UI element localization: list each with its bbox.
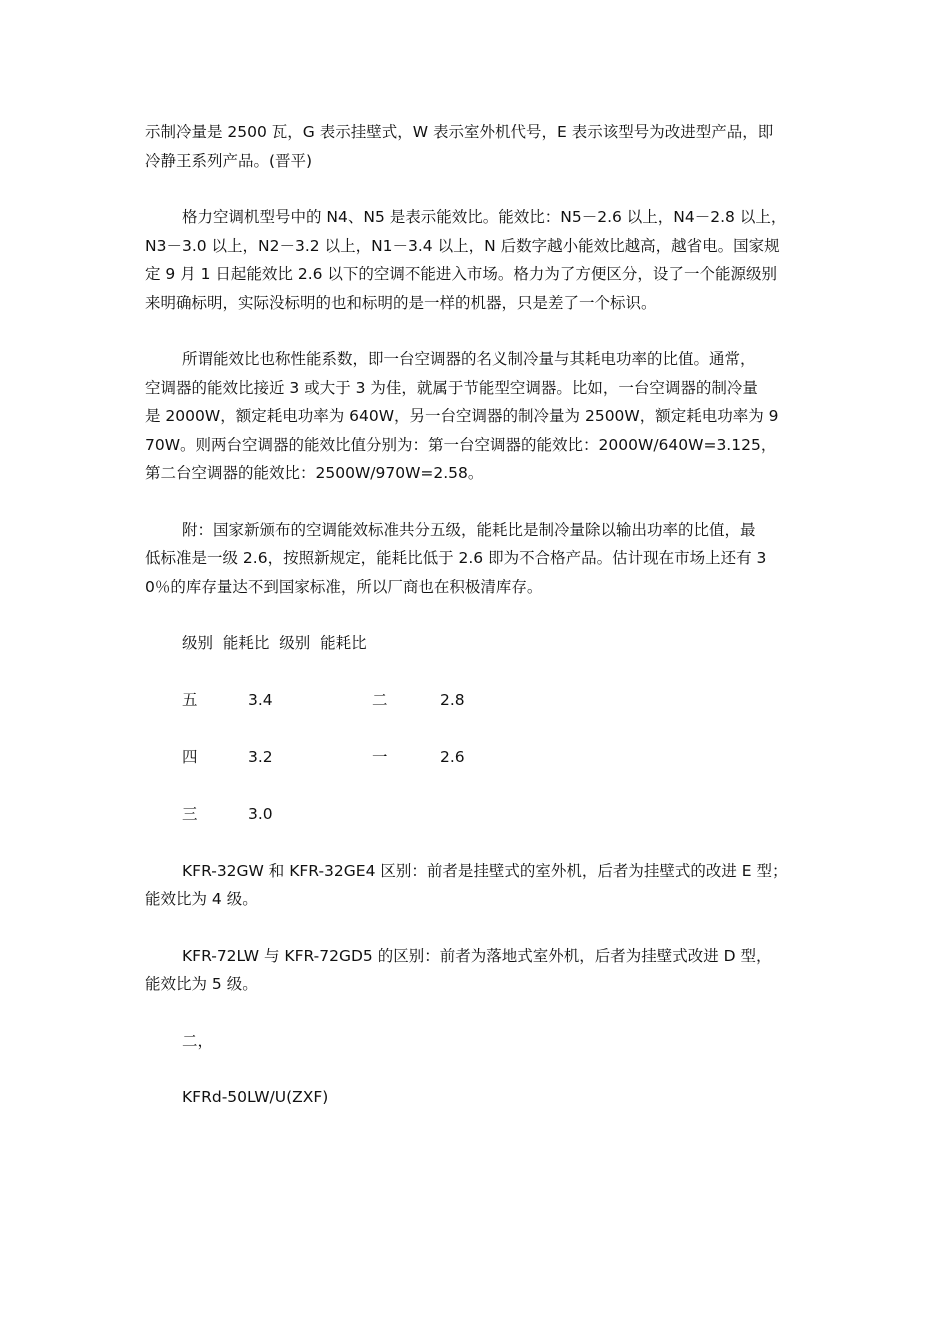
paragraph-kfr32-difference [145,857,807,914]
ratio-cell: 3.4 [248,690,273,709]
ratio-cell: 3.0 [248,804,273,823]
text-line: 空调器的能效比接近 3 或大于 3 为佳，就属于节能型空调器。比如，一台空调器的制冷量 [145,378,758,397]
ratio-cell: 3.2 [248,747,273,766]
grade-cell: 一 [372,747,388,766]
grade-cell: 四 [182,747,198,766]
grade-cell: 二 [372,690,388,709]
text-line: 能效比为 5 级。 [145,975,258,993]
text-line: 格力空调机型号中的 N4、N5 是表示能效比。能效比：N5－2.6 以上，N4－2.8 以上， [182,208,787,226]
text-line: 能效比为 4 级。 [145,890,258,908]
text-line: 70W。则两台空调器的能效比值分别为：第一台空调器的能效比：2000W/640W=3.125， [145,435,777,454]
text-line: 定 9 月 1 日起能效比 2.6 以下的空调不能进入市场。格力为了方便区分，设了一个能源级别 [145,265,777,283]
text-line: 示制冷量是 2500 瓦，G 表示挂壁式，W 表示室外机代号，E 表示该型号为改进型产品，即 [145,123,774,141]
grade-cell: 三 [182,804,198,823]
text-line: 来明确标明，实际没标明的也和标明的是一样的机器，只是差了一个标识。 [145,293,657,312]
ratio-cell: 2.6 [440,747,465,766]
document-page [145,118,807,1140]
text-line: 冷静王系列产品。(晋平) [145,151,313,170]
text-line: 所谓能效比也称性能系数，即一台空调器的名义制冷量与其耗电功率的比值。通常， [182,350,756,368]
text-line: 低标准是一级 2.6，按照新规定，能耗比低于 2.6 即为不合格产品。估计现在市场上还有 3 [145,549,767,567]
paragraph-model-meaning-continued [145,118,807,175]
ratio-cell: 2.8 [440,690,465,709]
paragraph-national-standard [145,516,807,602]
section-marker: 二， [182,1031,214,1050]
paragraph-gree-efficiency [145,203,807,317]
grade-table-row [145,743,807,772]
grade-table-row [145,800,807,829]
text-line: 0％的库存量达不到国家标准，所以厂商也在积极清库存。 [145,577,543,596]
text-line: 是 2000W，额定耗电功率为 640W，另一台空调器的制冷量为 2500W，额定耗电功率为 9 [145,407,779,425]
text-line: N3－3.0 以上，N2－3.2 以上，N1－3.4 以上，N 后数字越小能效比越高，越省电。国家规 [145,236,780,255]
grade-table-row [145,686,807,715]
paragraph-efficiency-definition [145,345,807,488]
model-number-line: KFRd-50LW/U(ZXF) [182,1088,329,1106]
grade-table-header: 级别 能耗比 级别 能耗比 [182,634,367,652]
text-line: KFR-72LW 与 KFR-72GD5 的区别：前者为落地式室外机，后者为挂壁式改进 D 型， [182,946,772,965]
text-line: 第二台空调器的能效比：2500W/970W=2.58。 [145,464,484,482]
text-line: KFR-32GW 和 KFR-32GE4 区别：前者是挂壁式的室外机，后者为挂壁式的改进 E 型； [182,861,788,880]
text-line: 附：国家新颁布的空调能效标准共分五级，能耗比是制冷量除以输出功率的比值，最 [182,520,756,539]
grade-cell: 五 [182,690,198,709]
paragraph-kfr72-difference [145,942,807,999]
